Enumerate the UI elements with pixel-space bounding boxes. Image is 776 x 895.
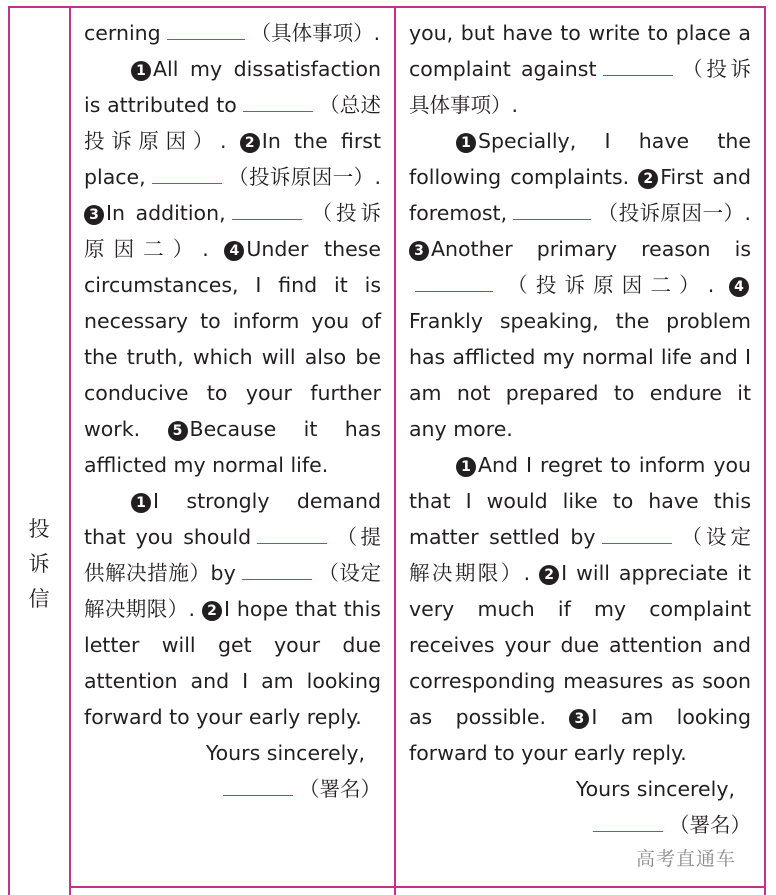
fill-blank[interactable] (603, 53, 673, 76)
text: （投诉原因一）. (227, 165, 381, 189)
text: （投诉原因二）. (84, 201, 381, 261)
number-badge: 3 (409, 241, 429, 261)
fill-blank[interactable] (602, 521, 672, 544)
right-paragraph-0 (409, 15, 751, 123)
text: In addition, (106, 201, 226, 225)
row-label-char: 诉 (28, 552, 50, 576)
signature-text: （署名） (299, 777, 381, 801)
column-divider-label (69, 6, 71, 895)
fill-blank[interactable] (232, 197, 302, 220)
text: Specially, I have the following complaints. (409, 129, 751, 189)
text: Because it has afflicted my normal life. (84, 417, 381, 477)
text: I will appreciate it very much if my complaint receives your due attention and corresponding measures as soon as possible. (409, 561, 751, 729)
text: （投诉原因一）. (597, 201, 751, 225)
text: And I regret to inform you that I would like to have this matter settled by (409, 453, 751, 549)
number-badge: 1 (131, 493, 151, 513)
right-closing: Yours sincerely, (575, 777, 735, 801)
number-badge: 2 (539, 565, 559, 585)
right-paragraph-2 (409, 447, 751, 771)
fill-blank[interactable] (513, 197, 591, 220)
text: （投诉原因二）. (499, 273, 715, 297)
fill-blank[interactable] (257, 521, 327, 544)
number-badge: 4 (224, 241, 244, 261)
number-badge: 1 (131, 61, 151, 81)
left-paragraph-1 (84, 51, 381, 483)
text: In the first place, (84, 129, 381, 189)
right-signature-line (409, 807, 751, 843)
number-badge: 3 (569, 709, 589, 729)
number-badge: 1 (456, 457, 476, 477)
column-divider-middle (394, 6, 396, 895)
number-badge: 5 (168, 421, 188, 441)
fill-blank[interactable] (415, 269, 493, 292)
text: you, but have to write to place a complaint against (409, 21, 751, 81)
fill-blank[interactable] (593, 809, 663, 832)
text: Under these circumstances, I find it is necessary to inform you of the truth, which will also be conducive to your further work. (84, 237, 381, 441)
row-label-char: 信 (28, 587, 50, 611)
fill-blank[interactable] (167, 17, 245, 40)
number-badge: 2 (202, 601, 222, 621)
left-template-column (84, 15, 381, 807)
number-badge: 2 (240, 133, 260, 153)
signature-text: （署名） (669, 813, 751, 837)
bottom-row-border (69, 886, 766, 888)
text: （设定解决期限）. (84, 561, 381, 621)
fill-blank[interactable] (242, 557, 312, 580)
text: Frankly speaking, the problem has afflicted my normal life and I am not prepared to endure it any more. (409, 309, 751, 441)
text: I hope that this letter will get your due attention and I am looking forward to your early reply. (84, 597, 381, 729)
number-badge: 1 (456, 133, 476, 153)
fill-blank[interactable] (243, 89, 313, 112)
text: First and foremost, (409, 165, 751, 225)
number-badge: 3 (84, 205, 104, 225)
number-badge: 4 (729, 277, 749, 297)
text: I am looking forward to your early reply. (409, 705, 751, 765)
left-closing: Yours sincerely, (205, 741, 365, 765)
text: Another primary reason is (431, 237, 751, 261)
left-signature-line (84, 771, 381, 807)
left-paragraph-2 (84, 483, 381, 735)
row-label (20, 512, 58, 617)
text: cerning (84, 21, 161, 45)
watermark: 高考直通车 (636, 848, 737, 870)
left-paragraph-0 (84, 15, 381, 51)
fill-blank[interactable] (223, 773, 293, 796)
text: （投诉具体事项）. (409, 57, 752, 117)
number-badge: 2 (638, 169, 658, 189)
right-template-column (409, 15, 751, 843)
right-paragraph-1 (409, 123, 751, 447)
text: All my dissatisfaction is attributed to (84, 57, 381, 117)
text: （提供解决措施）by (84, 525, 381, 585)
fill-blank[interactable] (152, 161, 222, 184)
text: （具体事项）. (250, 21, 381, 45)
text: I strongly demand that you should (84, 489, 381, 549)
text: （设定解决期限）. (409, 525, 752, 585)
row-label-char: 投 (28, 517, 50, 541)
text: （总述投诉原因）. (84, 93, 382, 153)
